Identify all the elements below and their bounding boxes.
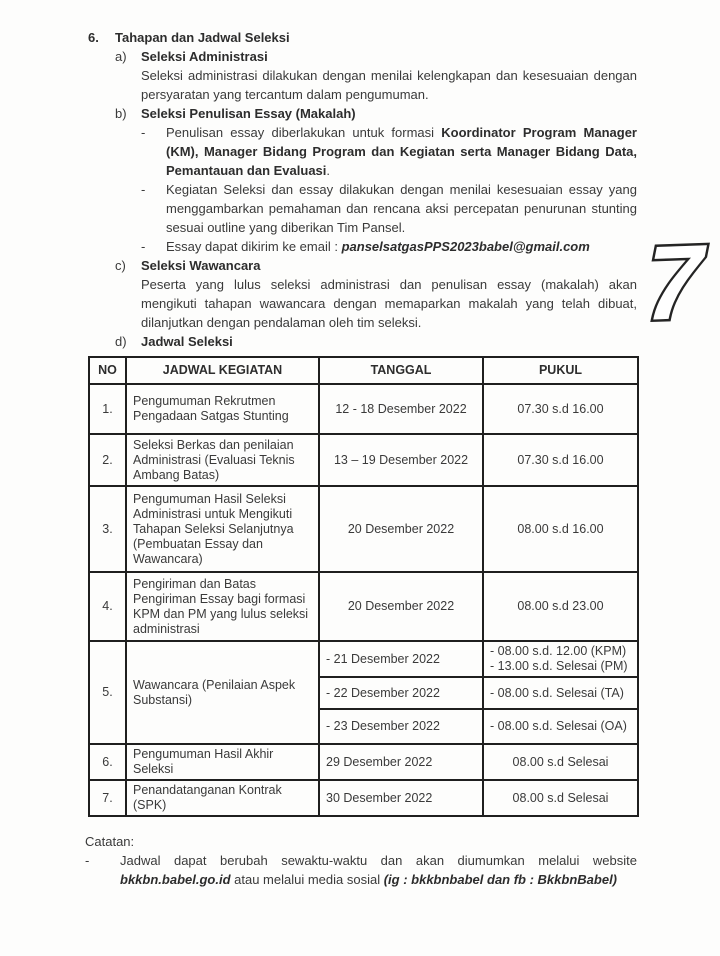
item-d-label: d) xyxy=(115,334,127,349)
cell-pukul: 07.30 s.d 16.00 xyxy=(483,434,638,486)
cell-kegiatan: Pengumuman Hasil Seleksi Administrasi untuk Mengikuti Tahapan Seleksi Selanjutnya (Pembuatan Essay dan Wawancara) xyxy=(126,486,319,572)
cell-kegiatan: Wawancara (Penilaian Aspek Substansi) xyxy=(126,641,319,744)
item-b-heading xyxy=(115,104,637,123)
note-dash: - xyxy=(85,853,90,868)
item-c-title: Seleksi Wawancara xyxy=(141,258,261,273)
header-kegiatan: JADWAL KEGIATAN xyxy=(126,357,319,384)
note-prefix: Jadwal dapat berubah sewaktu-waktu dan akan diumumkan melalui website xyxy=(120,853,637,868)
bullet-essay-email-text xyxy=(166,237,637,256)
website-link-text: bkkbn.babel.go.id xyxy=(120,872,231,887)
catatan-note-text xyxy=(120,851,637,889)
cell-tanggal: 20 Desember 2022 xyxy=(319,486,483,572)
cell-pukul: 08.00 s.d Selesai xyxy=(483,744,638,780)
cell-tanggal: 13 – 19 Desember 2022 xyxy=(319,434,483,486)
section-heading xyxy=(88,28,637,47)
cell-kegiatan: Seleksi Berkas dan penilaian Administrasi (Evaluasi Teknis Ambang Batas) xyxy=(126,434,319,486)
bullet-kegiatan-seleksi xyxy=(141,180,637,237)
bullet-dash: - xyxy=(141,125,146,140)
cell-pukul xyxy=(483,641,638,677)
schedule-table xyxy=(88,356,639,817)
cell-tanggal: 12 - 18 Desember 2022 xyxy=(319,384,483,434)
header-no: NO xyxy=(89,357,126,384)
table-row xyxy=(89,434,638,486)
section-items xyxy=(115,47,637,351)
bullet-kegiatan-seleksi-text: Kegiatan Seleksi dan essay dilakukan dengan menilai kesesuaian essay yang menggambarkan pemahaman dan rencana aksi percepatan penurunan stunting sesuai outline yang diberikan Tim Pansel. xyxy=(166,182,637,235)
email-prefix: Essay dapat dikirim ke email : xyxy=(166,239,342,254)
header-pukul: PUKUL xyxy=(483,357,638,384)
item-c-body: Peserta yang lulus seleksi administrasi dan penulisan essay (makalah) akan mengikuti tahapan wawancara dengan memaparkan makalah yang telah dibuat, dilanjutkan dengan pendalaman oleh tim seleksi. xyxy=(141,277,637,330)
bullet1-text-end: . xyxy=(326,163,331,178)
item-b-label: b) xyxy=(115,106,127,121)
table-row xyxy=(89,384,638,434)
item-b-bullets xyxy=(141,123,637,256)
content-area xyxy=(85,28,637,889)
pukul-line: - 08.00 s.d. 12.00 (KPM) xyxy=(490,644,627,658)
cell-kegiatan: Penandatanganan Kontrak (SPK) xyxy=(126,780,319,816)
item-c-heading xyxy=(115,256,637,275)
bullet1-text-start: Penulisan essay diberlakukan untuk formasi xyxy=(166,125,442,140)
cell-pukul: - 08.00 s.d. Selesai (TA) xyxy=(483,677,638,709)
cell-tanggal: 29 Desember 2022 xyxy=(319,744,483,780)
cell-kegiatan: Pengumuman Hasil Akhir Seleksi xyxy=(126,744,319,780)
cell-tanggal: - 23 Desember 2022 xyxy=(319,709,483,744)
item-b-title: Seleksi Penulisan Essay (Makalah) xyxy=(141,106,356,121)
item-c-label: c) xyxy=(115,258,126,273)
cell-no: 5. xyxy=(89,641,126,744)
page-number-text: 7 xyxy=(633,222,717,338)
cell-tanggal: - 22 Desember 2022 xyxy=(319,677,483,709)
pukul-line: - 13.00 s.d. Selesai (PM) xyxy=(490,659,628,673)
table-row xyxy=(89,572,638,641)
bullet-essay-formasi xyxy=(141,123,637,180)
catatan-title: Catatan: xyxy=(85,834,135,849)
item-d-title: Jadwal Seleksi xyxy=(141,334,233,349)
item-a-label: a) xyxy=(115,49,127,64)
cell-pukul: 08.00 s.d 16.00 xyxy=(483,486,638,572)
email-address: panselsatgasPPS2023babel@gmail.com xyxy=(341,239,590,254)
table-row xyxy=(89,744,638,780)
table-row xyxy=(89,486,638,572)
cell-tanggal: 30 Desember 2022 xyxy=(319,780,483,816)
table-header-row xyxy=(89,357,638,384)
bullet-dash: - xyxy=(141,239,146,254)
item-a-body: Seleksi administrasi dilakukan dengan menilai kelengkapan dan kesesuaian dengan persyaratan yang tercantum dalam pengumuman. xyxy=(141,68,637,102)
item-a-title: Seleksi Administrasi xyxy=(141,49,268,64)
cell-tanggal: - 21 Desember 2022 xyxy=(319,641,483,677)
section-number: 6. xyxy=(88,30,99,45)
cell-pukul: 08.00 s.d 23.00 xyxy=(483,572,638,641)
cell-pukul: - 08.00 s.d. Selesai (OA) xyxy=(483,709,638,744)
cell-no: 3. xyxy=(89,486,126,572)
cell-no: 1. xyxy=(89,384,126,434)
bullet-essay-formasi-text xyxy=(166,123,637,180)
bullet-essay-email xyxy=(141,237,637,256)
social-media-text: (ig : bkkbnbabel dan fb : BkkbnBabel) xyxy=(383,872,618,887)
catatan-section xyxy=(85,832,637,889)
item-d-heading xyxy=(115,332,637,351)
catatan-note xyxy=(85,851,637,889)
cell-pukul: 08.00 s.d Selesai xyxy=(483,780,638,816)
header-tanggal: TANGGAL xyxy=(319,357,483,384)
cell-no: 4. xyxy=(89,572,126,641)
cell-no: 7. xyxy=(89,780,126,816)
cell-pukul: 07.30 s.d 16.00 xyxy=(483,384,638,434)
cell-kegiatan: Pengumuman Rekrutmen Pengadaan Satgas Stunting xyxy=(126,384,319,434)
section-title: Tahapan dan Jadwal Seleksi xyxy=(115,30,290,45)
cell-no: 2. xyxy=(89,434,126,486)
item-a-heading xyxy=(115,47,637,66)
note-middle: atau melalui media sosial xyxy=(230,872,384,887)
table-row xyxy=(89,780,638,816)
cell-tanggal: 20 Desember 2022 xyxy=(319,572,483,641)
bullet1-text-bold: Koordinator Program Manager (KM), Manager Bidang Program dan Kegiatan serta Manager Bidang Data, Pemantauan dan Evaluasi xyxy=(166,125,637,178)
cell-kegiatan: Pengiriman dan Batas Pengiriman Essay bagi formasi KPM dan PM yang lulus seleksi administrasi xyxy=(126,572,319,641)
cell-no: 6. xyxy=(89,744,126,780)
bullet-dash: - xyxy=(141,182,146,197)
table-row xyxy=(89,641,638,677)
